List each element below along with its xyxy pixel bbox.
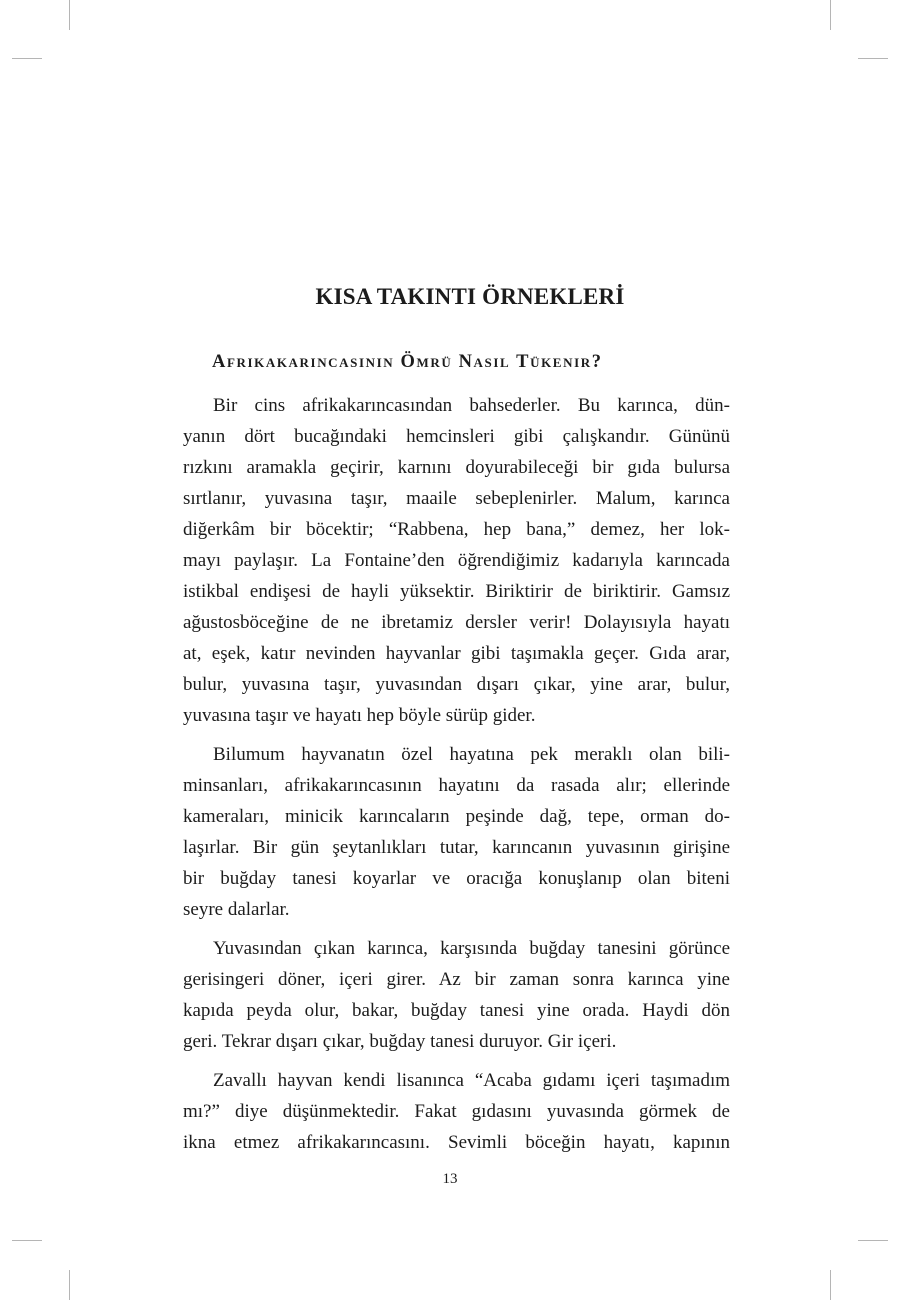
text-line: ağustosböceğine de ne ibretamiz dersler verir! Dolayısıyla hayatı: [183, 612, 730, 633]
text-line: laşırlar. Bir gün şeytanlıkları tutar, karıncanın yuvasının girişine: [183, 837, 730, 858]
text-line: mayı paylaşır. La Fontaine’den öğrendiğimiz kadarıyla karıncada: [183, 550, 730, 571]
crop-mark: [69, 1270, 70, 1300]
text-line: at, eşek, katır nevinden hayvanlar gibi taşımakla geçer. Gıda arar,: [183, 643, 730, 664]
text-line: geri. Tekrar dışarı çıkar, buğday tanesi duruyor. Gir içeri.: [183, 1031, 617, 1052]
page-number: 13: [442, 1171, 458, 1187]
crop-mark: [858, 1240, 888, 1241]
text-line: sırtlanır, yuvasına taşır, maaile sebeplenirler. Malum, karınca: [183, 488, 730, 509]
text-line: bulur, yuvasına taşır, yuvasından dışarı çıkar, yine arar, bulur,: [183, 674, 730, 695]
text-line: Bilumum hayvanatın özel hayatına pek meraklı olan bili-: [213, 744, 730, 765]
text-line: Yuvasından çıkan karınca, karşısında buğday tanesini görünce: [213, 938, 730, 959]
body-text: [183, 390, 730, 1166]
section-title: Afrikakarıncasının Ömrü Nasıl Tükenir?: [212, 352, 603, 372]
text-line: minsanları, afrikakarıncasının hayatını da rasada alır; ellerinde: [183, 775, 730, 796]
text-line: diğerkâm bir böcektir; “Rabbena, hep bana,” demez, her lok-: [183, 519, 730, 540]
text-line: kameraları, minicik karıncaların peşinde dağ, tepe, orman do-: [183, 806, 730, 827]
crop-mark: [858, 58, 888, 59]
text-line: seyre dalarlar.: [183, 899, 290, 920]
crop-mark: [12, 1240, 42, 1241]
paragraph: [183, 933, 730, 1057]
chapter-title: KISA TAKINTI ÖRNEKLERİ: [315, 284, 625, 309]
crop-mark: [830, 0, 831, 30]
paragraph: [183, 390, 730, 731]
text-line: yanın dört bucağındaki hemcinsleri gibi çalışkandır. Gününü: [183, 426, 730, 447]
text-line: bir buğday tanesi koyarlar ve oracığa konuşlanıp olan biteni: [183, 868, 730, 889]
crop-mark: [12, 58, 42, 59]
paragraph: [183, 739, 730, 925]
text-line: kapıda peyda olur, bakar, buğday tanesi yine orada. Haydi dön: [183, 1000, 730, 1021]
text-line: istikbal endişesi de hayli yüksektir. Biriktirir de biriktirir. Gamsız: [183, 581, 730, 602]
text-line: ikna etmez afrikakarıncasını. Sevimli böceğin hayatı, kapının: [183, 1132, 730, 1153]
text-line: mı?” diye düşünmektedir. Fakat gıdasını yuvasında görmek de: [183, 1101, 730, 1122]
text-line: yuvasına taşır ve hayatı hep böyle sürüp gider.: [183, 705, 536, 726]
crop-mark: [830, 1270, 831, 1300]
crop-mark: [69, 0, 70, 30]
text-line: rızkını aramakla geçirir, karnını doyurabileceği bir gıda bulursa: [183, 457, 730, 478]
text-line: gerisingeri döner, içeri girer. Az bir zaman sonra karınca yine: [183, 969, 730, 990]
paragraph: [183, 1065, 730, 1158]
text-line: Bir cins afrikakarıncasından bahsederler. Bu karınca, dün-: [213, 395, 730, 416]
text-line: Zavallı hayvan kendi lisanınca “Acaba gıdamı içeri taşımadım: [213, 1070, 730, 1091]
